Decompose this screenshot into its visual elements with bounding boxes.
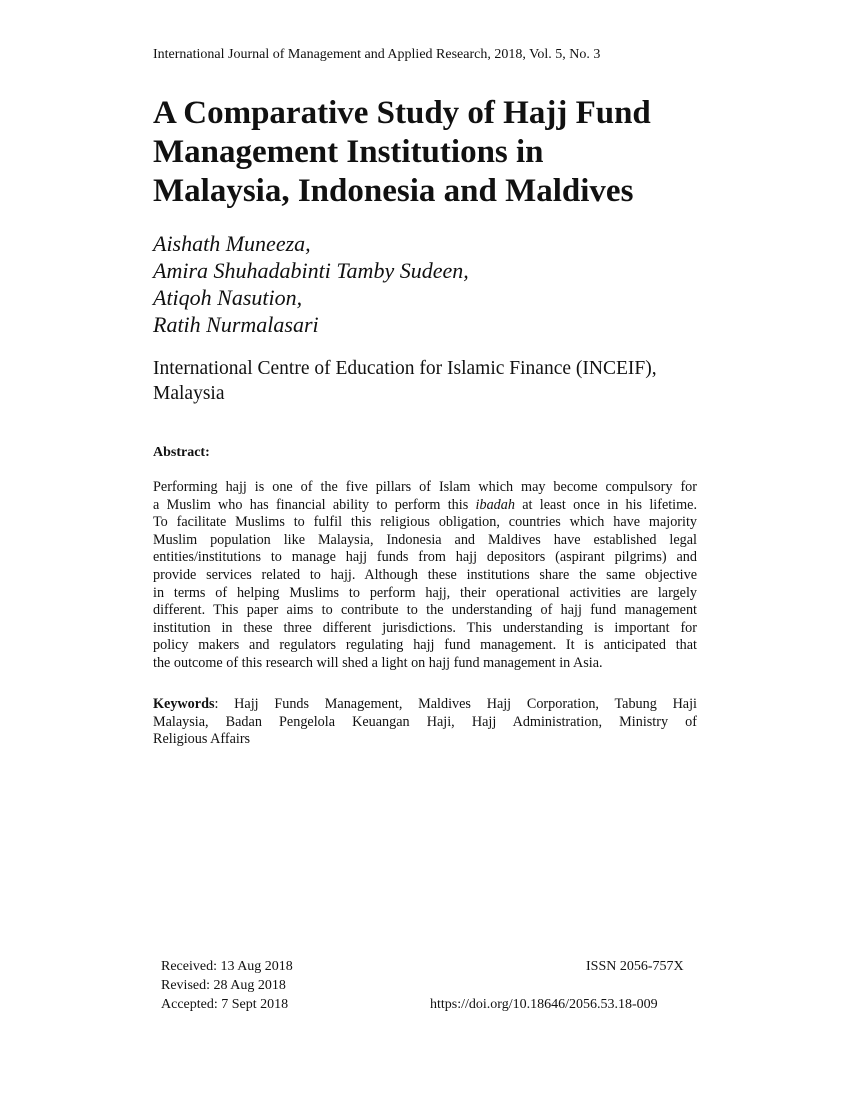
keywords-line: Religious Affairs [153, 731, 251, 748]
keywords-line: Malaysia, Badan Pengelola Keuangan Haji, Hajj Administration, Ministry of [153, 713, 697, 730]
running-header: International Journal of Management and Applied Research, 2018, Vol. 5, No. 3 [153, 47, 601, 62]
abstract-line: the outcome of this research will shed a light on hajj fund management in Asia. [153, 654, 603, 671]
abstract-line: entities/institutions to manage hajj funds from hajj depositors (aspirant pilgrims) and [153, 549, 697, 566]
author-name: Amira Shuhadabinti Tamby Sudeen, [153, 258, 469, 283]
submission-dates [161, 957, 293, 1014]
keywords-label: Keywords [153, 696, 215, 712]
abstract-line: provide services related to hajj. Although these institutions share the same objective [153, 566, 697, 583]
affiliation-line: International Centre of Education for Islamic Finance (INCEIF), [153, 358, 657, 379]
author-name: Atiqoh Nasution, [153, 285, 303, 310]
abstract-line: in terms of helping Muslims to perform hajj, their operational activities are largely [153, 584, 697, 601]
abstract-body [153, 479, 697, 673]
abstract-line: policy makers and regulators regulating hajj fund management. It is anticipated that [153, 637, 697, 654]
affiliation-line: Malaysia [153, 383, 225, 404]
doi-link[interactable]: https://doi.org/10.18646/2056.53.18-009 [430, 997, 658, 1012]
abstract-line [153, 497, 697, 515]
author-name: Aishath Muneeza, [153, 231, 311, 256]
title-line: Management Institutions in [153, 134, 544, 170]
author-name: Ratih Nurmalasari [153, 312, 319, 337]
keywords [153, 696, 697, 749]
abstract-line: Muslim population like Malaysia, Indonesia and Maldives have established legal [153, 531, 697, 548]
abstract-line: different. This paper aims to contribute to the understanding of hajj fund management [153, 602, 697, 619]
paper-title [153, 94, 773, 211]
abstract-text: a Muslim who has financial ability to perform this [153, 496, 476, 513]
title-line: A Comparative Study of Hajj Fund [153, 95, 651, 131]
revised-date: Revised: 28 Aug 2018 [161, 978, 286, 993]
author-list [153, 230, 469, 338]
title-line: Malaysia, Indonesia and Maldives [153, 173, 634, 209]
issn: ISSN 2056-757X [586, 959, 684, 974]
abstract-text: at least once in his lifetime. [514, 496, 698, 513]
abstract-line: Performing hajj is one of the five pillars of Islam which may become compulsory for [153, 479, 697, 495]
abstract-line: institution in these three different jurisdictions. This understanding is important for [153, 619, 697, 636]
keywords-line [153, 696, 697, 714]
affiliation [153, 356, 713, 406]
accepted-date: Accepted: 7 Sept 2018 [161, 997, 289, 1012]
abstract-heading: Abstract: [153, 445, 210, 460]
abstract-italic-term: ibadah [475, 496, 515, 513]
received-date: Received: 13 Aug 2018 [161, 959, 293, 974]
abstract-line: To facilitate Muslims to fulfil this religious obligation, countries which have majority [153, 514, 697, 531]
keywords-text: : Hajj Funds Management, Maldives Hajj Corporation, Tabung Haji [214, 696, 697, 712]
